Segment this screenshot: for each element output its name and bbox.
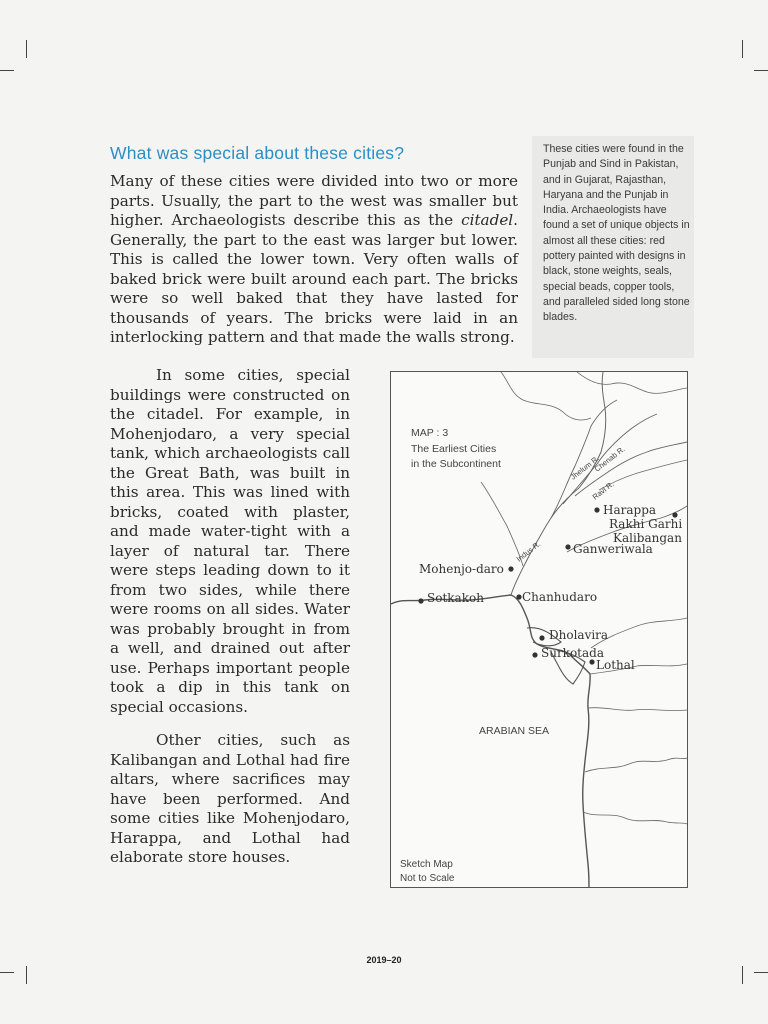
- crop-mark: [0, 972, 14, 973]
- map-figure: [390, 371, 688, 888]
- city-label-mohenjodaro: Mohenjo-daro: [419, 562, 504, 576]
- upper-river: [501, 372, 591, 420]
- city-label-ganweriwala: Ganweriwala: [573, 542, 653, 556]
- paragraph-text: Many of these cities were divided into two or more parts. Usually, the part to the west was smaller but higher. Archaeologists describe this as the: [110, 172, 518, 229]
- city-dot-chanhudaro: [516, 594, 521, 599]
- map-note-2: Not to Scale: [400, 873, 455, 884]
- city-dot-mohenjodaro: [508, 566, 513, 571]
- city-dot-surkotada: [532, 652, 537, 657]
- sea-label: ARABIAN SEA: [479, 725, 550, 737]
- eastern-river: [583, 812, 687, 824]
- crop-mark: [0, 70, 14, 71]
- map-note-1: Sketch Map: [400, 859, 453, 870]
- sidenote-text: These cities were found in the Punjab and Sind in Pakistan, and in Gujarat, Rajasthan, Haryana and the Punjab in India. Archaeologists have found a set of unique objects in almost all these cities: red pottery painted with designs in black, stone weights, seals, special beads, copper tools, and paralleled sided long stone blades.: [543, 143, 690, 324]
- river-label-indus: Indus R.: [514, 539, 543, 564]
- section-heading: What was special about these cities?: [110, 143, 405, 163]
- city-label-harappa: Harappa: [603, 503, 657, 517]
- city-label-rakhigarhi: Rakhi Garhi: [609, 517, 683, 531]
- river-label-ravi: Ravi R.: [590, 479, 616, 502]
- map-title-1: MAP : 3: [411, 427, 449, 439]
- city-label-surkotada: Surkotada: [541, 646, 604, 660]
- city-dot-harappa: [594, 507, 599, 512]
- city-label-kalibangan: Kalibangan: [613, 531, 682, 545]
- river-label-jhelum: Jhelum R.: [568, 453, 601, 482]
- tapti-river: [588, 708, 687, 711]
- city-label-lothal: Lothal: [596, 658, 635, 672]
- city-dot-ganweriwala: [565, 544, 570, 549]
- map-sketch: [391, 372, 687, 887]
- city-dot-sotkakoh: [418, 598, 423, 603]
- city-label-dholavira: Dholavira: [549, 628, 609, 642]
- crop-mark: [742, 40, 743, 58]
- map-title-3: in the Subcontinent: [411, 458, 501, 470]
- upper-river: [577, 372, 687, 393]
- paragraph-fire-altars: Other cities, such as Kalibangan and Lothal had fire altars, where sacrifices may have been performed. And some cities like Mohenjodaro, Harappa, and Lothal had elaborate store houses.: [110, 731, 350, 866]
- crop-mark: [26, 966, 27, 984]
- crop-mark: [742, 966, 743, 984]
- page-footer-year: 2019–20: [366, 955, 402, 965]
- paragraph-cities-division: [110, 172, 518, 348]
- city-label-sotkakoh: Sotkakoh: [427, 591, 484, 605]
- western-river: [481, 482, 523, 566]
- city-label-chanhudaro: Chanhudaro: [522, 590, 598, 604]
- paragraph-great-bath: In some cities, special buildings were constructed on the citadel. For example, in Mohenjodaro, a very special tank, which archaeologists call the Great Bath, was built in this area. This was lined with bricks, coated with plaster, and made water-tight with a layer of natural tar. There were steps leading down to it from two sides, while there were rooms on all sides. Water was probably brought in from a well, and drained out after use. Perhaps important people took a dip in this tank on special occasions.: [110, 366, 350, 716]
- crop-mark: [754, 70, 768, 71]
- river-label-chenab: Chenab R.: [592, 444, 627, 474]
- map-title-2: The Earliest Cities: [411, 443, 497, 455]
- crop-mark: [754, 972, 768, 973]
- crop-mark: [26, 40, 27, 58]
- paragraph-text: . Generally, the part to the east was larger but lower. This is called the lower town. Very often walls of baked brick were built around each part. The bricks were so well baked that they have lasted for thousands of years. The bricks were laid in an interlocking pattern and that made the walls strong.: [110, 211, 518, 346]
- city-dot-dholavira: [539, 635, 544, 640]
- eastern-river: [585, 758, 687, 772]
- term-citadel: citadel: [461, 211, 514, 229]
- city-dot-lothal: [589, 659, 594, 664]
